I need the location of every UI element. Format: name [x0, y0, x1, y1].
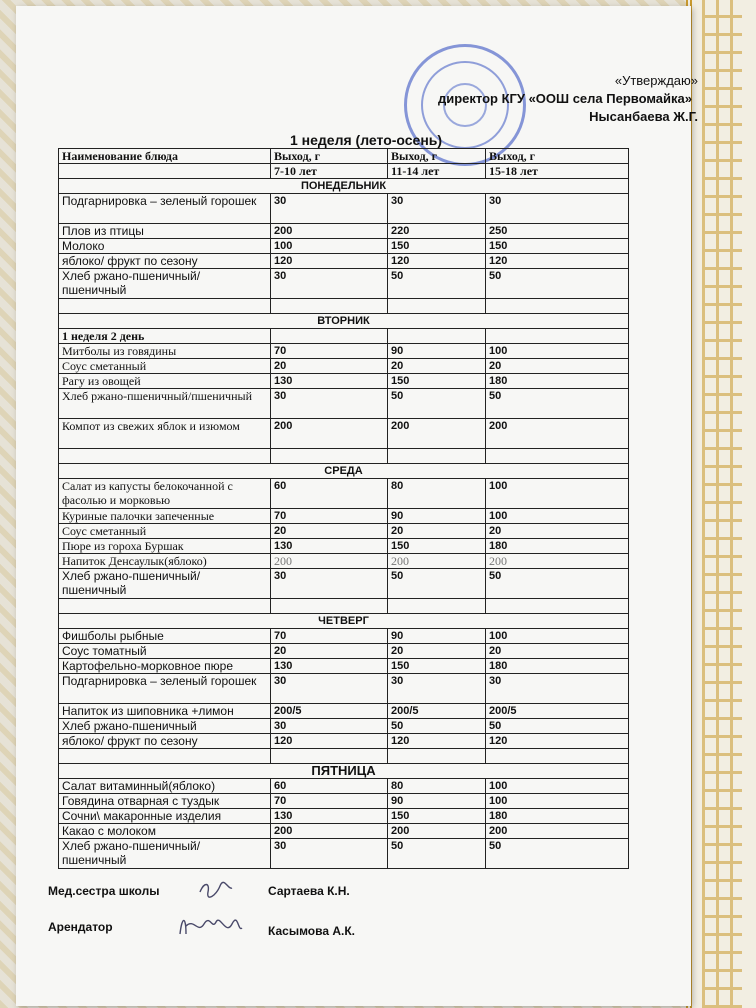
day-header-thursday: ЧЕТВЕРГ: [59, 614, 629, 629]
table-row: яблоко/ фрукт по сезону 120 120 120: [59, 734, 629, 749]
header-dish-name: Наименование блюда: [59, 149, 271, 164]
day-header-monday: ПОНЕДЕЛЬНИК: [59, 179, 629, 194]
table-row: Напиток из шиповника +лимон 200/5 200/5 200/5: [59, 704, 629, 719]
nurse-signature-icon: [196, 878, 236, 905]
approval-line-3: Нысанбаева Ж.Г.: [589, 109, 698, 124]
table-age-row: [59, 164, 629, 179]
nurse-name: Сартаева К.Н.: [268, 884, 350, 898]
table-row: Хлеб ржано-пшеничный 30 50 50: [59, 719, 629, 734]
table-row: Плов из птицы 200 220 250: [59, 224, 629, 239]
day-header-wednesday: СРЕДА: [59, 464, 629, 479]
table-row: Картофельно-морковное пюре 130 150 180: [59, 659, 629, 674]
spacer-row: [59, 449, 629, 464]
header-output-1: Выход, г: [271, 149, 388, 164]
age-11-14: 11-14 лет: [388, 164, 486, 179]
spacer-row: [59, 599, 629, 614]
table-row: Напиток Денсаулык(яблоко) 200 200 200: [59, 554, 629, 569]
tablecloth-border: [686, 0, 756, 1008]
table-row: Соус сметанный 20 20 20: [59, 359, 629, 374]
table-row: Салат из капусты белокочанной с фасолью и морковью 60 80 100: [59, 479, 629, 509]
tenant-name: Касымова А.К.: [268, 924, 355, 938]
table-row: Митболы из говядины 70 90 100: [59, 344, 629, 359]
nurse-role: Мед.сестра школы: [48, 884, 160, 898]
table-row: Куриные палочки запеченные 70 90 100: [59, 509, 629, 524]
tenant-role: Арендатор: [48, 920, 113, 934]
table-row: Подгарнировка – зеленый горошек 30 30 30: [59, 674, 629, 704]
day-header-friday: ПЯТНИЦА: [59, 764, 629, 779]
table-row: Хлеб ржано-пшеничный/ пшеничный 30 50 50: [59, 839, 629, 869]
header-output-3: Выход, г: [486, 149, 629, 164]
table-row: Компот из свежих яблок и изюмом 200 200 200: [59, 419, 629, 449]
age-7-10: 7-10 лет: [271, 164, 388, 179]
table-row: Хлеб ржано-пшеничный/ пшеничный 30 50 50: [59, 569, 629, 599]
table-row: Подгарнировка – зеленый горошек 30 30 30: [59, 194, 629, 224]
table-row: Пюре из гороха Буршак 130 150 180: [59, 539, 629, 554]
day-header-tuesday: ВТОРНИК: [59, 314, 629, 329]
tenant-signature-icon: [176, 912, 246, 947]
table-row: яблоко/ фрукт по сезону 120 120 120: [59, 254, 629, 269]
table-row: Хлеб ржано-пшеничный/пшеничный 30 50 50: [59, 389, 629, 419]
menu-table: [58, 148, 629, 869]
age-15-18: 15-18 лет: [486, 164, 629, 179]
table-row: Соус томатный 20 20 20: [59, 644, 629, 659]
approval-line-1: «Утверждаю»: [614, 73, 698, 88]
table-row: Сочни\ макаронные изделия 130 150 180: [59, 809, 629, 824]
border-pattern: [702, 0, 742, 1008]
spacer-row: [59, 749, 629, 764]
approval-line-2: директор КГУ «ООШ села Первомайка»: [437, 91, 692, 106]
week-day-label: 1 неделя 2 день: [59, 329, 271, 344]
page-title: 1 неделя (лето-осень): [290, 132, 443, 148]
table-row: Молоко 100 150 150: [59, 239, 629, 254]
header-output-2: Выход, г: [388, 149, 486, 164]
table-row: [59, 329, 629, 344]
table-row: Салат витаминный(яблоко) 60 80 100: [59, 779, 629, 794]
table-row: Соус сметанный 20 20 20: [59, 524, 629, 539]
table-row: Хлеб ржано-пшеничный/ пшеничный 30 50 50: [59, 269, 629, 299]
spacer-row: [59, 299, 629, 314]
table-row: Фишболы рыбные 70 90 100: [59, 629, 629, 644]
table-header-row: [59, 149, 629, 164]
table-row: Говядина отварная с туздык 70 90 100: [59, 794, 629, 809]
table-row: Рагу из овощей 130 150 180: [59, 374, 629, 389]
table-row: Какао с молоком 200 200 200: [59, 824, 629, 839]
approval-block: [438, 72, 698, 126]
